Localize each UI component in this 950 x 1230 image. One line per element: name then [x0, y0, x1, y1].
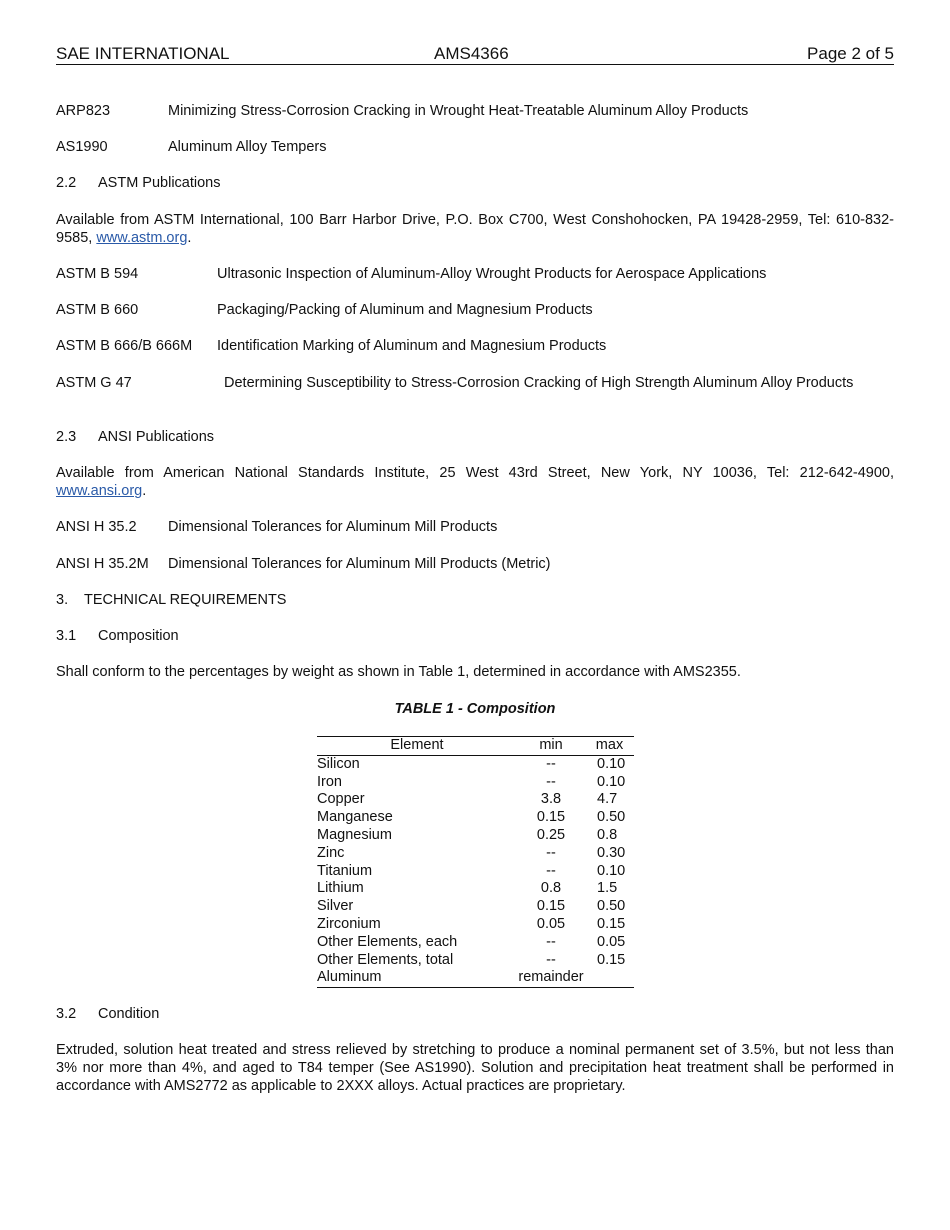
header-document-number: AMS4366	[434, 44, 509, 63]
table-title: TABLE 1 - Composition	[394, 701, 556, 717]
section-title: TECHNICAL REQUIREMENTS	[84, 592, 287, 608]
cell-element: Manganese	[317, 809, 393, 826]
cell-min: 0.25	[536, 826, 566, 843]
composition-table	[317, 736, 634, 988]
cell-element: Zirconium	[317, 915, 381, 932]
reference-code: ANSI H 35.2M	[56, 556, 149, 572]
reference-title: Dimensional Tolerances for Aluminum Mill Products (Metric)	[168, 556, 551, 572]
cell-min: --	[546, 933, 556, 950]
reference-title: Packaging/Packing of Aluminum and Magnesium Products	[217, 302, 593, 318]
cell-min: --	[546, 755, 556, 772]
cell-min: 0.15	[536, 898, 566, 915]
cell-element: Magnesium	[317, 826, 392, 843]
reference-code: ANSI H 35.2	[56, 519, 137, 535]
column-header-min: min	[517, 737, 585, 756]
cell-min: 3.8	[540, 791, 562, 808]
cell-max: 0.05	[597, 933, 626, 950]
table-row	[317, 934, 634, 952]
astm-availability-paragraph	[56, 211, 894, 247]
section-title: ANSI Publications	[98, 429, 215, 445]
cell-element: Titanium	[317, 862, 373, 879]
period: .	[142, 483, 147, 499]
cell-max: 0.8	[597, 826, 618, 843]
section-number: 3.	[56, 592, 69, 608]
cell-max: 0.50	[597, 898, 626, 915]
cell-max: 0.15	[597, 951, 626, 968]
table-row	[317, 952, 634, 970]
reference-title: Identification Marking of Aluminum and Magnesium Products	[217, 338, 607, 354]
cell-element: Other Elements, each	[317, 933, 458, 950]
reference-title: Dimensional Tolerances for Aluminum Mill Products	[168, 519, 498, 535]
section-number: 3.2	[56, 1006, 77, 1022]
reference-code: AS1990	[56, 139, 108, 155]
table-row	[317, 755, 634, 773]
cell-min: --	[546, 862, 556, 879]
table-row	[317, 880, 634, 898]
section-number: 3.1	[56, 628, 77, 644]
availability-text: Available from American National Standards Institute, 25 West 43rd Street, New York, NY 10036, Tel: 212-642-4900,	[56, 465, 894, 481]
section-number: 2.2	[56, 175, 77, 191]
section-title: Composition	[98, 628, 179, 644]
cell-max: 0.10	[597, 862, 626, 879]
condition-paragraph: Extruded, solution heat treated and stress relieved by stretching to produce a nominal permanent set of 3.5%, but not less than 3% nor more than 4%, and aged to T84 temper (See AS1990). Solution and precipitation heat treatment shall be performed in accordance with AMS2772 as applicable to 2XXX alloys. Actual practices are proprietary.	[56, 1042, 894, 1094]
table-row	[317, 827, 634, 845]
table-row	[317, 809, 634, 827]
section-number: 2.3	[56, 429, 77, 445]
cell-max: 1.5	[597, 880, 618, 897]
reference-title: Ultrasonic Inspection of Aluminum-Alloy Wrought Products for Aerospace Applications	[217, 266, 767, 282]
section-title: ASTM Publications	[98, 175, 221, 191]
cell-min: --	[546, 773, 556, 790]
cell-min: --	[546, 951, 556, 968]
ansi-availability-paragraph	[56, 464, 894, 500]
composition-paragraph: Shall conform to the percentages by weight as shown in Table 1, determined in accordance with AMS2355.	[56, 664, 741, 680]
reference-title: Minimizing Stress-Corrosion Cracking in Wrought Heat-Treatable Aluminum Alloy Products	[168, 103, 749, 119]
period: .	[187, 230, 192, 246]
header-page-number: Page 2 of 5	[807, 44, 894, 63]
table-row	[317, 898, 634, 916]
cell-max: 4.7	[597, 791, 618, 808]
cell-min: 0.05	[536, 915, 566, 932]
header-organization: SAE INTERNATIONAL	[56, 44, 230, 63]
cell-min: 0.8	[540, 880, 562, 897]
table-row	[317, 916, 634, 934]
column-header-max: max	[585, 737, 634, 756]
reference-code: ASTM B 666/B 666M	[56, 338, 193, 354]
cell-max: 0.50	[597, 809, 626, 826]
reference-astm-g47	[56, 374, 894, 410]
astm-website-link[interactable]: www.astm.org	[96, 230, 188, 246]
cell-element: Iron	[317, 773, 342, 790]
reference-code: ASTM B 594	[56, 266, 139, 282]
cell-element: Silicon	[317, 755, 360, 772]
cell-max: 0.10	[597, 773, 626, 790]
reference-code: ARP823	[56, 103, 111, 119]
cell-element: Aluminum	[317, 969, 517, 987]
table-row	[317, 845, 634, 863]
cell-element: Copper	[317, 791, 365, 808]
reference-code: ASTM G 47	[56, 375, 132, 391]
reference-title: Determining Susceptibility to Stress-Corrosion Cracking of High Strength Aluminum Alloy Products	[224, 375, 854, 391]
table-row	[317, 969, 634, 987]
cell-element: Zinc	[317, 844, 345, 861]
cell-element: Other Elements, total	[317, 951, 454, 968]
cell-min: 0.15	[536, 809, 566, 826]
cell-max: 0.15	[597, 915, 626, 932]
cell-element: Silver	[317, 898, 354, 915]
table-header-row	[317, 737, 634, 756]
cell-min: remainder	[517, 969, 585, 987]
cell-element: Lithium	[317, 880, 364, 897]
page-header	[56, 44, 894, 65]
cell-min: --	[546, 844, 556, 861]
table-row	[317, 863, 634, 881]
column-header-element: Element	[317, 737, 517, 756]
cell-max: 0.10	[597, 755, 626, 772]
table-row	[317, 774, 634, 792]
section-title: Condition	[98, 1006, 160, 1022]
reference-code: ASTM B 660	[56, 302, 139, 318]
availability-text: Available from ASTM International, 100 Barr Harbor Drive, P.O. Box C700, West Conshohocken, PA 19428-2959, Tel: 610-832-9585,	[56, 212, 894, 246]
table-row	[317, 791, 634, 809]
ansi-website-link[interactable]: www.ansi.org	[56, 483, 143, 499]
reference-title: Aluminum Alloy Tempers	[168, 139, 327, 155]
cell-max: 0.30	[597, 844, 626, 861]
cell-max	[585, 969, 634, 987]
